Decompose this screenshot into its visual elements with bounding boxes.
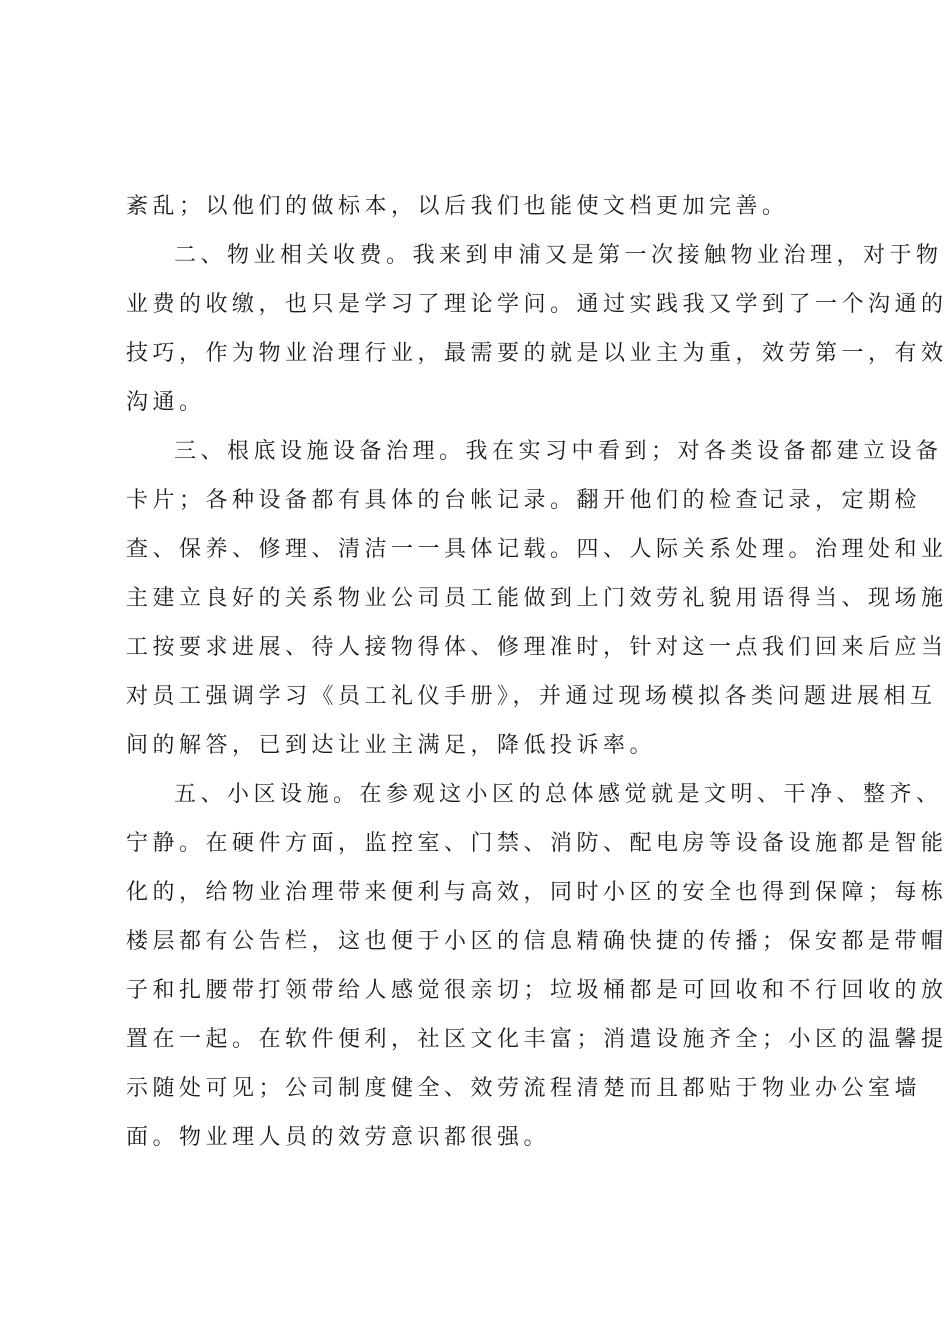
text-line: 宁静。在硬件方面，监控室、门禁、消防、配电房等设备设施都是智能 xyxy=(126,831,948,856)
text-line: 查、保养、修理、清洁一一具体记载。四、人际关系处理。治理处和业 xyxy=(126,537,948,562)
text-line: 子和扎腰带打领带给人感觉很亲切；垃圾桶都是可回收和不行回收的放 xyxy=(126,978,948,1003)
paragraph-3-line-1: 三、根底设施设备治理。我在实习中看到；对各类设备都建立设备 xyxy=(174,439,943,464)
text-line: 卡片；各种设备都有具体的台帐记录。翻开他们的检查记录，定期检 xyxy=(126,488,922,513)
text-line: 间的解答，已到达让业主满足，降低投诉率。 xyxy=(126,733,657,758)
text-line: 工按要求进展、待人接物得体、修理准时，针对这一点我们回来后应当 xyxy=(126,635,948,660)
text-line: 对员工强调学习《员工礼仪手册》，并通过现场模拟各类问题进展相互 xyxy=(126,684,937,709)
text-line: 紊乱；以他们的做标本，以后我们也能使文档更加完善。 xyxy=(126,194,789,219)
paragraph-2-line-1: 二、物业相关收费。我来到申浦又是第一次接触物业治理，对于物 xyxy=(174,243,943,268)
text-line: 主建立良好的关系物业公司员工能做到上门效劳礼貌用语得当、现场施 xyxy=(126,586,948,611)
text-line: 沟通。 xyxy=(126,390,206,415)
text-line: 业费的收缴，也只是学习了理论学问。通过实践我又学到了一个沟通的 xyxy=(126,292,948,317)
text-line: 楼层都有公告栏，这也便于小区的信息精确快捷的传播；保安都是带帽 xyxy=(126,929,948,954)
text-line: 示随处可见；公司制度健全、效劳流程清楚而且都贴于物业办公室墙 xyxy=(126,1076,922,1101)
paragraph-4-line-1: 五、小区设施。在参观这小区的总体感觉就是文明、干净、整齐、 xyxy=(174,782,943,807)
text-line: 化的，给物业治理带来便利与高效，同时小区的安全也得到保障；每栋 xyxy=(126,880,948,905)
text-line: 置在一起。在软件便利，社区文化丰富；消遣设施齐全；小区的温馨提 xyxy=(126,1027,948,1052)
text-line: 面。物业理人员的效劳意识都很强。 xyxy=(126,1125,551,1150)
text-line: 技巧，作为物业治理行业，最需要的就是以业主为重，效劳第一，有效 xyxy=(126,341,948,366)
